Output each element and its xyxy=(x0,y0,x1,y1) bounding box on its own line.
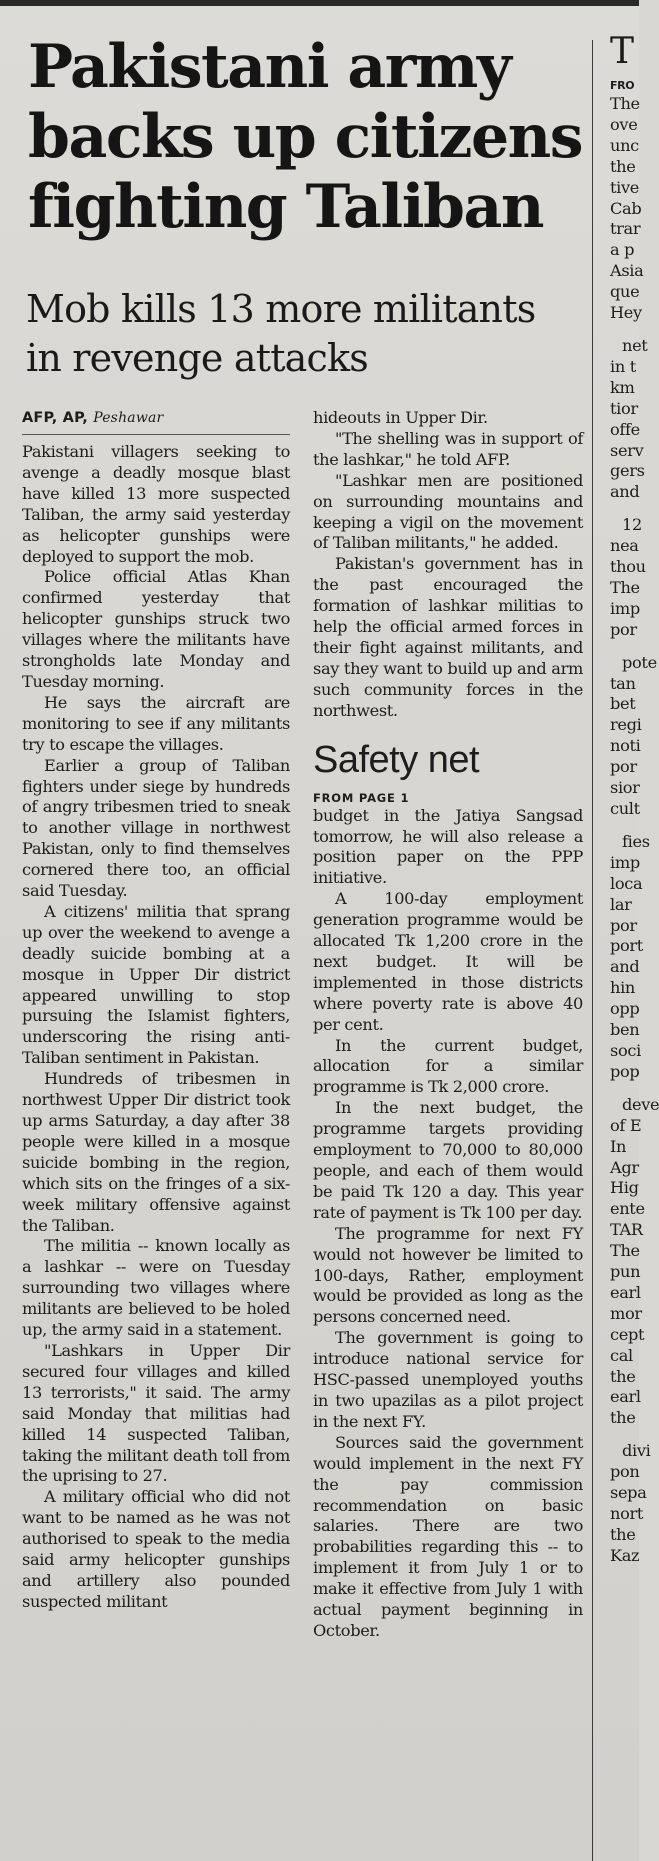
paragraph: Hundreds of tribesmen in northwest Upper Dir district took up arms Saturday, a day after 38 people were killed in a mosque suicide bombing in the region, which sits on the fringes of a six-week military offensive against the Taliban. xyxy=(22,1069,290,1235)
adjacent-line-fragment: offe xyxy=(610,419,640,439)
article-column-2 xyxy=(313,408,583,1642)
adjacent-line-fragment: and xyxy=(610,957,640,977)
adjacent-line-fragment: cept xyxy=(610,1324,645,1344)
paragraph: The militia -- known locally as a lashkar -- were on Tuesday surrounding two villages where militants are believed to be holed up, the army said in a statement. xyxy=(22,1236,290,1340)
paragraph: The programme for next FY would not however be limited to 100-days, Rather, employment would be provided as long as the persons concerned need. xyxy=(313,1223,583,1327)
adjacent-line-fragment: TAR xyxy=(610,1220,643,1240)
adjacent-line-fragment: trar xyxy=(610,219,641,239)
adjacent-gap xyxy=(608,1429,639,1441)
adjacent-line-fragment: divi xyxy=(622,1441,651,1461)
adjacent-line-fragment: tan xyxy=(610,673,636,693)
byline-agencies: AFP, AP, xyxy=(22,410,88,426)
adjacent-line-fragment: Hey xyxy=(610,303,642,323)
adjacent-gap xyxy=(608,641,639,653)
paragraph: In the current budget, allocation for a similar programme is Tk 2,000 crore. xyxy=(313,1035,583,1097)
adjacent-line-fragment: ben xyxy=(610,1020,640,1040)
subhead-line: Mob kills 13 more militants xyxy=(26,287,536,331)
adjacent-line-fragment: km xyxy=(610,377,635,397)
adjacent-line-fragment: The xyxy=(610,1241,640,1261)
headline xyxy=(28,32,588,242)
paragraph: "Lashkar men are positioned on surrounding mountains and keeping a vigil on the movement of Taliban militants," he added. xyxy=(313,470,583,553)
adjacent-line-fragment: tive xyxy=(610,177,640,197)
adjacent-line-fragment: hin xyxy=(610,978,635,998)
paragraph: Pakistan's government has in the past encouraged the formation of lashkar militias to help the official armed forces in their fight against militants, and say they want to build up and arm such community forces in the northwest. xyxy=(313,554,583,720)
adjacent-line-fragment: nea xyxy=(610,536,639,556)
adjacent-gap xyxy=(608,324,639,336)
adjacent-line-fragment: ove xyxy=(610,114,638,134)
adjacent-line-fragment: lar xyxy=(610,894,632,914)
adjacent-line-fragment: imp xyxy=(610,852,640,872)
adjacent-line-fragment: earl xyxy=(610,1282,641,1302)
paragraph: A 100-day employment generation programme would be allocated Tk 1,200 crore in the next budget. It will be implemented in those districts where poverty rate is above 40 per cent. xyxy=(313,889,583,1034)
adjacent-line-fragment: a p xyxy=(610,240,635,260)
adjacent-line-fragment: In xyxy=(610,1136,627,1156)
adjacent-line-fragment: tior xyxy=(610,398,638,418)
adjacent-line-fragment: The xyxy=(610,577,640,597)
paragraph: "The shelling was in support of the lashkar," he told AFP. xyxy=(313,428,583,469)
adjacent-line-fragment: port xyxy=(610,936,643,956)
adjacent-line-fragment: Agr xyxy=(610,1157,639,1177)
from-page-kicker: FROM PAGE 1 xyxy=(313,790,410,805)
adjacent-line-fragment: the xyxy=(610,1366,636,1386)
adjacent-line-fragment: earl xyxy=(610,1387,641,1407)
adjacent-gap xyxy=(608,820,639,832)
adjacent-line-fragment: and xyxy=(610,482,640,502)
paragraph: Pakistani villagers seeking to avenge a deadly mosque blast have killed 13 more suspected Taliban, the army said yesterday as helicopter gunships were deployed to support the mob. xyxy=(22,442,290,566)
adjacent-line-fragment: mor xyxy=(610,1303,642,1323)
adjacent-line-fragment: por xyxy=(610,619,637,639)
paragraph: In the next budget, the programme targets providing employment to 70,000 to 80,000 people, and each of them would be paid Tk 120 a day. This year rate of payment is Tk 100 per day. xyxy=(313,1098,583,1222)
adjacent-line-fragment: pop xyxy=(610,1061,640,1081)
column-divider xyxy=(592,40,593,1861)
adjacent-line-fragment: por xyxy=(610,757,637,777)
adjacent-gap xyxy=(608,1083,639,1095)
paragraph: budget in the Jatiya Sangsad tomorrow, he will also release a position paper on the PPP initiative. xyxy=(313,805,583,888)
adjacent-line-fragment: the xyxy=(610,1408,636,1428)
adjacent-line-fragment: imp xyxy=(610,598,640,618)
adjacent-line-fragment: ente xyxy=(610,1199,645,1219)
adjacent-line-fragment: of E xyxy=(610,1115,642,1135)
adjacent-line-fragment: Asia xyxy=(610,261,644,281)
adjacent-line-fragment: sior xyxy=(610,778,640,798)
adjacent-line-fragment: Cab xyxy=(610,198,642,218)
adjacent-line-fragment: The xyxy=(610,94,640,113)
paragraph: He says the aircraft are monitoring to see if any militants try to escape the villages. xyxy=(22,692,290,754)
paragraph: A military official who did not want to be named as he was not authorised to speak to the media said army helicopter gunships and artillery also pounded suspected militant xyxy=(22,1487,290,1611)
headline-line: backs up citizens xyxy=(28,102,583,172)
adjacent-line-fragment: sepa xyxy=(610,1483,647,1503)
adjacent-line-fragment: unc xyxy=(610,135,639,155)
adjacent-line-fragment: bet xyxy=(610,694,636,714)
adjacent-kicker: FRO xyxy=(610,79,635,92)
adjacent-line-fragment: regi xyxy=(610,715,642,735)
adjacent-line-fragment: fies xyxy=(622,831,650,851)
adjacent-line-fragment: noti xyxy=(610,736,641,756)
top-rule xyxy=(0,0,639,6)
paragraph: Sources said the government would implement in the next FY the pay commission recommendation on basic salaries. There are two probabilities regarding this -- to implement it from July 1 or to make it effective from July 1 with actual payment beginning in October. xyxy=(313,1432,583,1640)
adjacent-line-fragment: the xyxy=(610,1524,636,1544)
adjacent-lines xyxy=(608,94,659,1567)
adjacent-line-fragment: opp xyxy=(610,999,640,1019)
adjacent-column-cutoff xyxy=(608,30,659,1861)
adjacent-line-fragment: thou xyxy=(610,557,646,577)
adjacent-line-fragment: por xyxy=(610,915,637,935)
byline xyxy=(22,408,290,428)
article-column-1 xyxy=(22,408,290,1613)
adjacent-line-fragment: que xyxy=(610,282,640,302)
adjacent-line-fragment: Kaz xyxy=(610,1545,640,1565)
adjacent-line-fragment: pun xyxy=(610,1262,641,1282)
adjacent-line-fragment: nort xyxy=(610,1504,644,1523)
subheadline xyxy=(26,285,596,383)
paragraph: Police official Atlas Khan confirmed yesterday that helicopter gunships struck two villages where the militants have strongholds late Monday and Tuesday morning. xyxy=(22,567,290,691)
paragraph: "Lashkars in Upper Dir secured four villages and killed 13 terrorists," it said. The army said Monday that militias had killed 14 suspected Taliban, taking the militant death toll from the uprising to 27. xyxy=(22,1340,290,1486)
adjacent-line-fragment: deve xyxy=(622,1094,659,1114)
adjacent-line-fragment: the xyxy=(610,156,636,176)
adjacent-head: T xyxy=(610,31,634,72)
adjacent-line-fragment: Hig xyxy=(610,1178,639,1198)
adjacent-line-fragment: cult xyxy=(610,799,640,818)
adjacent-line-fragment: loca xyxy=(610,873,643,893)
adjacent-line-fragment: gers xyxy=(610,461,645,481)
paragraph: The government is going to introduce national service for HSC-passed unemployed youths in two upazilas as a pilot project in the next FY. xyxy=(313,1328,583,1431)
adjacent-line-fragment: cal xyxy=(610,1345,633,1365)
section-heading-safety-net: Safety net xyxy=(313,738,480,781)
adjacent-gap xyxy=(608,503,639,515)
headline-line: fighting Taliban xyxy=(28,172,543,242)
adjacent-line-fragment: soci xyxy=(610,1040,641,1060)
adjacent-line-fragment: serv xyxy=(610,440,644,460)
adjacent-line-fragment: pote xyxy=(622,652,657,672)
paragraph: A citizens' militia that sprang up over the weekend to avenge a deadly suicide bombing at a mosque in Upper Dir district appeared unwilling to stop pursuing the Islamist fighters, underscoring the rising anti-Taliban sentiment in Pakistan. xyxy=(22,901,290,1068)
paragraph: hideouts in Upper Dir. xyxy=(313,408,488,427)
adjacent-line-fragment: pon xyxy=(610,1462,640,1482)
paragraph: Earlier a group of Taliban fighters under siege by hundreds of angry tribesmen tried to sneak to another village in northwest Pakistan, only to find themselves cornered there too, an official said Tuesday. xyxy=(22,755,290,901)
byline-place: Peshawar xyxy=(93,410,164,426)
adjacent-line-fragment: 12 xyxy=(622,515,642,535)
adjacent-line-fragment: in t xyxy=(610,356,636,376)
headline-line: Pakistani army xyxy=(28,32,511,102)
adjacent-line-fragment: net xyxy=(622,335,648,355)
subhead-line: in revenge attacks xyxy=(26,336,368,380)
